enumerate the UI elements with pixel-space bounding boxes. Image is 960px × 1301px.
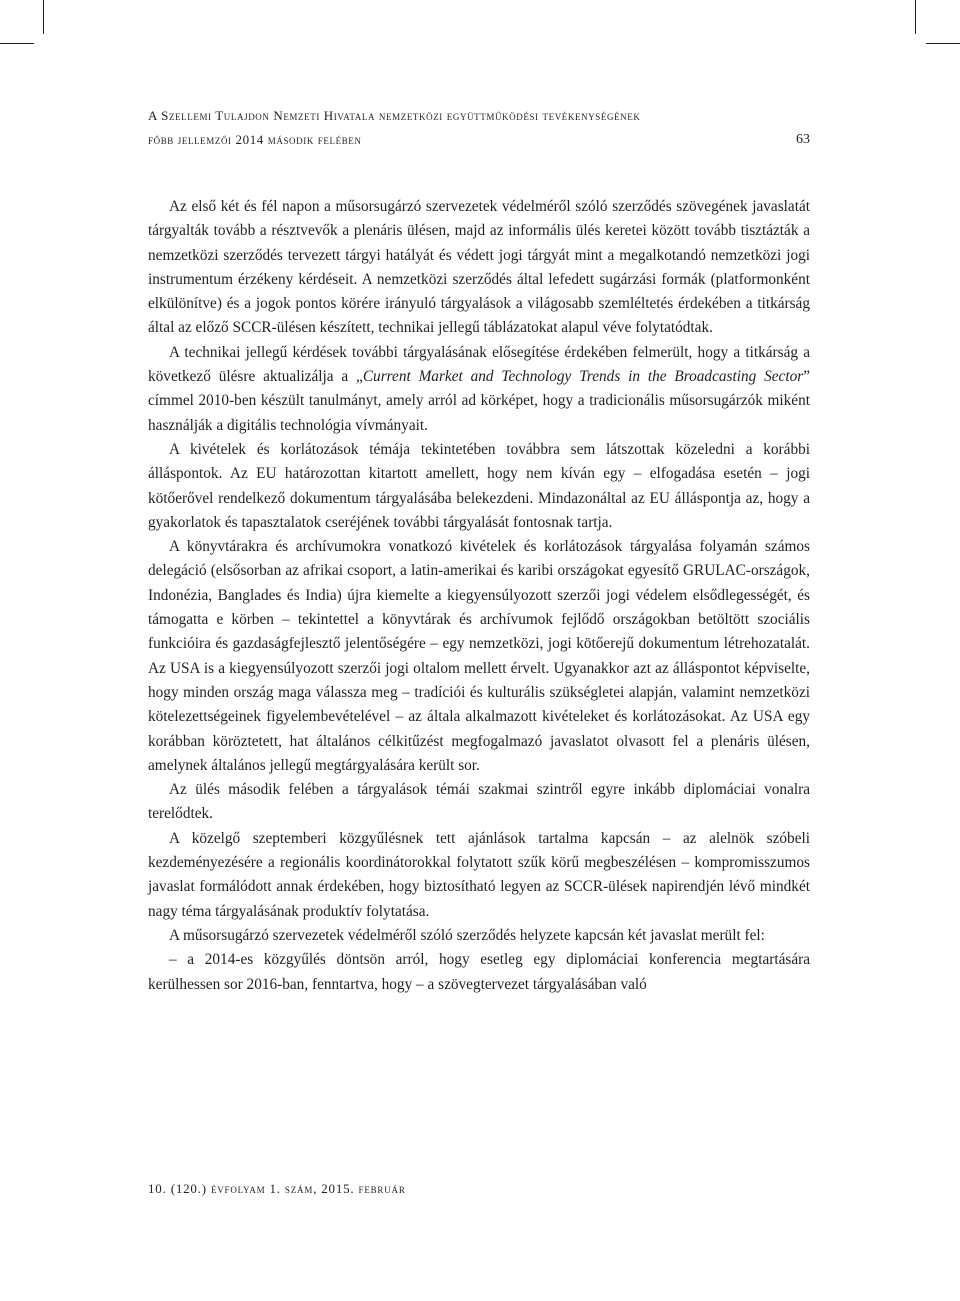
- page-number: 63: [796, 132, 810, 147]
- crop-mark-top-left-vertical: [43, 0, 44, 34]
- paragraph: A műsorsugárzó szervezetek védelméről szóló szerződés helyzete kapcsán két javaslat merült fel:: [169, 926, 765, 944]
- paragraph-text: ” címmel 2010-ben készült tanulmányt, amely arról ad körképet, hogy a tradicionális műsorsugárzók miként használják a digitális technológia vívmányait.: [148, 368, 810, 434]
- paragraph: – a 2014-es közgyűlés döntsön arról, hogy esetleg egy diplomáciai konferencia megtartására kerülhessen sor 2016-ban, fenntartva, hogy – a szövegtervezet tárgyalásában való: [148, 951, 810, 993]
- paragraph: [148, 341, 810, 438]
- paragraph: A közelgő szeptemberi közgyűlésnek tett ajánlások tartalma kapcsán – az alelnök szóbeli kezdeményezésére a regionális koordinátorokkal folytatott szűk körű megbeszélésen – kompromisszumos javaslat formálódott annak érdekében, hogy biztosítható legyen az SCCR-ülések napirendjén lévő mindkét nagy téma tárgyalásának produktív folytatása.: [148, 829, 810, 920]
- study-title-italic: Current Market and Technology Trends in the Broadcasting Sector: [362, 368, 804, 386]
- running-header-line-1: A Szellemi Tulajdon Nemzeti Hivatala nemzetközi együttműködési tevékenységének: [148, 108, 641, 123]
- paragraph: A kivételek és korlátozások témája tekintetében továbbra sem látszottak közeledni a korábbi álláspontok. Az EU határozottan kitartott amellett, hogy nem kíván egy – elfogadása esetén – jogi kötőerővel rendelkező dokumentum tárgyalásába belekezdeni. Mindazonáltal az EU álláspontja az, hogy a gyakorlatok és tapasztalatok cseréjének további tárgyalását fontosnak tartja.: [148, 440, 810, 531]
- running-header: [148, 104, 810, 152]
- paragraph: Az ülés második felében a tárgyalások témái szakmai szintről egyre inkább diplomáciai vonalra terelődtek.: [148, 781, 810, 823]
- paragraph: A könyvtárakra és archívumokra vonatkozó kivételek és korlátozások tárgyalása folyamán számos delegáció (elsősorban az afrikai csoport, a latin-amerikai és karibi országokat egyesítő GRULAC-országok, Indonézia, Banglades és India) újra kiemelte a kiegyensúlyozott szerzői jogi védelem elsődlegességét, és támogatta e körben – tekintettel a könyvtárak és archívumok fejlődő országokban betöltött szociális funkcióira és gazdaságfejlesztő jelentőségére – egy nemzetközi, jogi kötőerejű dokumentum létrehozatalát. Az USA is a kiegyensúlyozott szerzői jogi oltalom mellett érvelt. Ugyanakkor azt az álláspontot képviselte, hogy minden ország maga válassza meg – tradíciói és kulturális szükségletei alapján, valamint nemzetközi kötelezettségeinek figyelembevételével – az általa alkalmazott kivételeket és korlátozásokat. Az USA egy korábban köröztetett, hat általános célkitűzést megfogalmazó javaslatot olvasott fel a plenáris ülésen, amelynek általános jellegű megtárgyalására került sor.: [148, 538, 810, 774]
- crop-mark-top-left-horizontal: [0, 43, 34, 44]
- body-text: [148, 195, 810, 997]
- crop-mark-top-right-horizontal: [926, 43, 960, 44]
- paragraph: Az első két és fél napon a műsorsugárzó szervezetek védelméről szóló szerződés szövegének javaslatát tárgyalták tovább a résztvevők a plenáris ülésen, majd az informális ülés keretei között tovább tisztázták a nemzetközi szerződés tervezett tárgyi hatályát és védett jogi tárgyát mint a megalkotandó nemzetközi jogi instrumentum érzékeny kérdéseit. A nemzetközi szerződés által lefedett sugárzási formák (platformonként elkülönítve) és a jogok pontos körére irányuló tárgyalások a világosabb szemléltetés érdekében a titkárság által az előző SCCR-ülésen készített, technikai jellegű táblázatokat alapul véve folytatódtak.: [148, 198, 810, 337]
- running-header-line-2: főbb jellemzői 2014 második felében: [148, 132, 362, 147]
- crop-mark-top-right-vertical: [915, 0, 916, 34]
- footer-issue-info: 10. (120.) évfolyam 1. szám, 2015. február: [148, 1181, 406, 1196]
- paragraph-text: A technikai jellegű kérdések további tárgyalásának elősegítése érdekében felmerült, hogy a titkárság a következő ülésre aktualizálja a „: [148, 343, 810, 386]
